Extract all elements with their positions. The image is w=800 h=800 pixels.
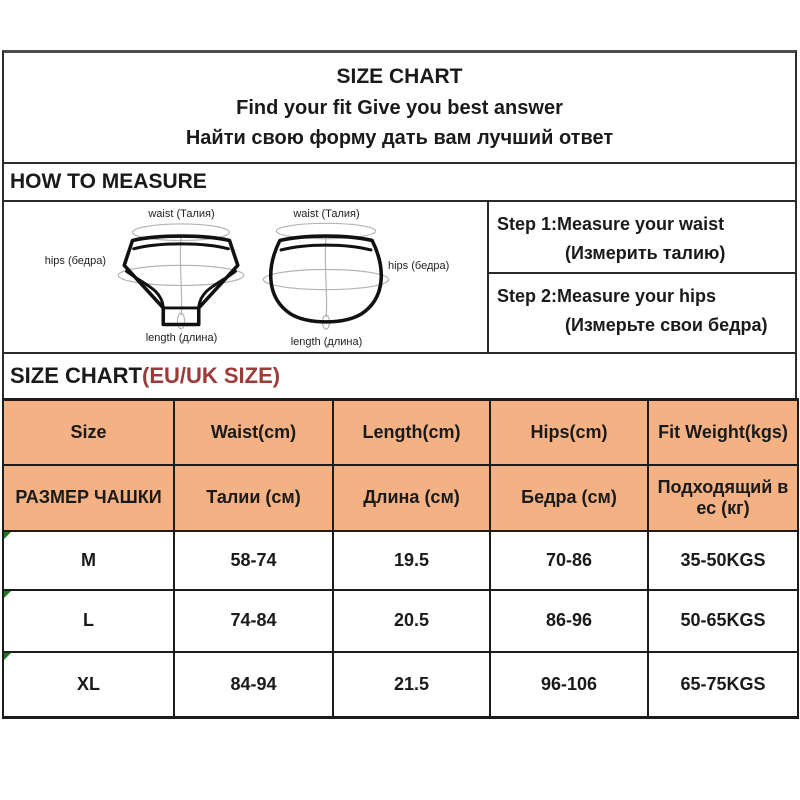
col-header-size-ru: РАЗМЕР ЧАШКИ bbox=[3, 465, 174, 531]
cell-xl-hips: 96-106 bbox=[490, 652, 648, 718]
excel-marker-triangle bbox=[4, 532, 11, 539]
cell-l-weight: 50-65KGS bbox=[648, 590, 798, 652]
cell-xl-weight: 65-75KGS bbox=[648, 652, 798, 718]
cell-xl-waist: 84-94 bbox=[174, 652, 333, 718]
cell-l-size: L bbox=[3, 590, 174, 652]
cell-m-weight: 35-50KGS bbox=[648, 531, 798, 590]
cell-l-hips: 86-96 bbox=[490, 590, 648, 652]
cell-m-hips: 70-86 bbox=[490, 531, 648, 590]
length-label-right: length (длина) bbox=[290, 336, 363, 348]
header-subtitle-ru: Найти свою форму дать вам лучший ответ bbox=[185, 127, 614, 150]
size-chart-title-red: (EU/UK SIZE) bbox=[142, 363, 281, 388]
col-header-length: Length(cm) bbox=[333, 400, 490, 465]
header-banner bbox=[2, 50, 797, 162]
measure-steps-panel bbox=[489, 202, 795, 352]
col-header-waist: Waist(cm) bbox=[174, 400, 333, 465]
page-title: SIZE CHART bbox=[336, 64, 463, 88]
length-label-left: length (длина) bbox=[145, 332, 218, 344]
size-chart-heading bbox=[2, 352, 797, 398]
cell-xl-size: XL bbox=[3, 652, 174, 718]
step-1-text-ru: (Измерить талию) bbox=[565, 242, 726, 263]
size-chart-title-black: SIZE CHART bbox=[10, 363, 142, 388]
measure-step-1 bbox=[489, 202, 795, 274]
how-to-measure-title: HOW TO MEASURE bbox=[10, 170, 207, 193]
measure-section bbox=[2, 200, 797, 352]
waist-label-left: waist (Талия) bbox=[148, 208, 215, 220]
cell-xl-length: 21.5 bbox=[333, 652, 490, 718]
measure-diagrams-panel bbox=[4, 202, 489, 352]
col-header-waist-ru: Талии (см) bbox=[174, 465, 333, 531]
cell-l-length: 20.5 bbox=[333, 590, 490, 652]
hips-label-right: hips (бедра) bbox=[388, 260, 450, 272]
cell-m-length: 19.5 bbox=[333, 531, 490, 590]
col-header-weight: Fit Weight(kgs) bbox=[648, 400, 798, 465]
cell-m-waist: 58-74 bbox=[174, 531, 333, 590]
col-header-length-ru: Длина (см) bbox=[333, 465, 490, 531]
table-row-l bbox=[3, 590, 798, 652]
col-header-size: Size bbox=[3, 400, 174, 465]
size-table bbox=[2, 398, 799, 719]
excel-marker-triangle bbox=[4, 653, 11, 660]
cell-m-size: M bbox=[3, 531, 174, 590]
shorts-diagram-icon bbox=[255, 219, 397, 333]
waist-label-right: waist (Талия) bbox=[293, 208, 360, 220]
step-2-text-en: Step 2:Measure your hips bbox=[497, 286, 717, 306]
excel-marker-triangle bbox=[4, 591, 11, 598]
table-header-row-ru bbox=[3, 465, 798, 531]
hips-label-left: hips (бедра) bbox=[44, 255, 106, 267]
size-table-container bbox=[2, 398, 797, 719]
table-row-m bbox=[3, 531, 798, 590]
table-row-xl bbox=[3, 652, 798, 718]
col-header-hips-ru: Бедра (см) bbox=[490, 465, 648, 531]
col-header-hips: Hips(cm) bbox=[490, 400, 648, 465]
step-2-text-ru: (Измерьте свои бедра) bbox=[565, 314, 768, 335]
header-subtitle-en: Find your fit Give you best answer bbox=[236, 96, 563, 119]
how-to-measure-heading bbox=[2, 162, 797, 200]
brief-diagram-icon bbox=[110, 219, 252, 333]
table-header-row-en bbox=[3, 400, 798, 465]
col-header-weight-ru: Подходящий в ес (кг) bbox=[648, 465, 798, 531]
step-1-text-en: Step 1:Measure your waist bbox=[497, 214, 725, 234]
measure-step-2 bbox=[489, 274, 795, 352]
cell-l-waist: 74-84 bbox=[174, 590, 333, 652]
